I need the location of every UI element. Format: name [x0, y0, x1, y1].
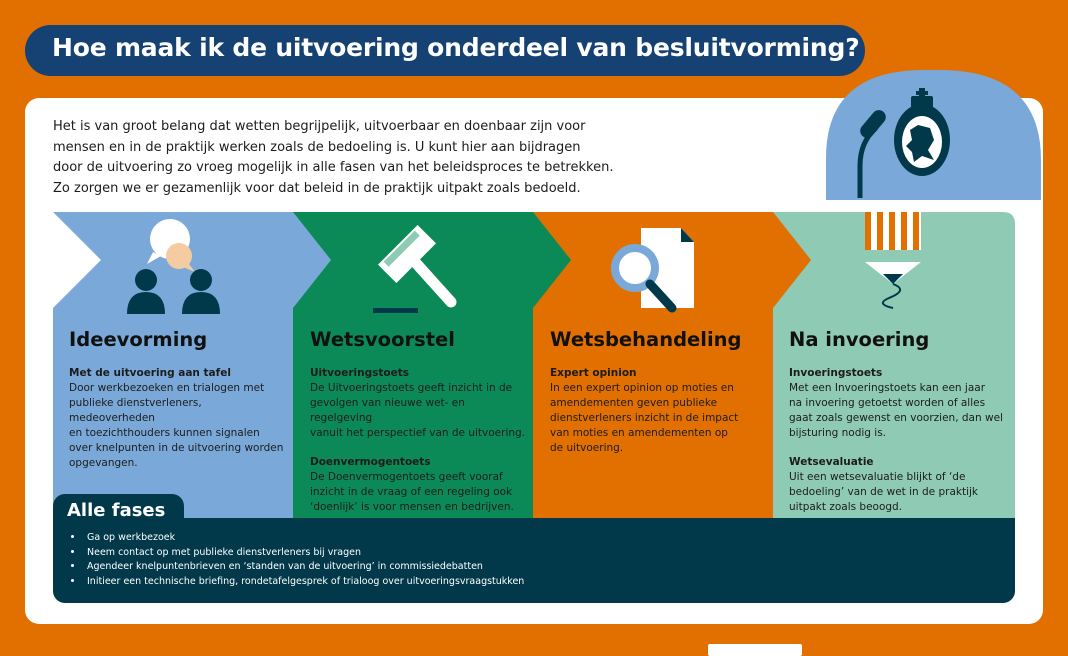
- list-item-text: Ga op werkbezoek: [87, 532, 176, 543]
- phase-text-line: De Doenvermogentoets geeft vooraf: [310, 471, 503, 483]
- phase-text-line: uitpakt zoals beoogd.: [789, 501, 903, 513]
- logo-strip: [708, 644, 802, 656]
- list-item-text: Neem contact op met publieke dienstverleners bij vragen: [87, 546, 361, 558]
- phase-text-line: gevolgen van nieuwe wet- en regelgeving: [310, 397, 465, 424]
- phase-text-line: vanuit het perspectief van de uitvoering.: [310, 427, 526, 439]
- phase-text-line: bedoeling’ van de wet in de praktijk: [789, 486, 979, 498]
- list-item: [68, 575, 524, 590]
- phase-heading-ideevorming: Ideevorming: [69, 328, 208, 351]
- intro-line: Zo zorgen we er gezamenlijk voor dat beleid in de praktijk uitpakt zoals bedoeld.: [53, 180, 581, 196]
- phase-text-line: inzicht in de vraag of een regeling ook: [310, 486, 513, 498]
- alle-fases-list: [68, 531, 524, 589]
- phase-text-line: amendementen geven publieke: [550, 397, 718, 409]
- phase-text-line: de uitvoering.: [550, 442, 624, 454]
- phase-subheading: Doenvermogentoets: [310, 456, 431, 468]
- intro-line: door de uitvoering zo vroeg mogelijk in alle fasen van het beleidsproces te betrekken.: [53, 160, 614, 175]
- phase-body-wetsvoorstel: [310, 366, 530, 515]
- intro-line: Het is van groot belang dat wetten begrijpelijk, uitvoerbaar en doenbaar zijn voor: [53, 119, 586, 134]
- bullet-icon: [71, 550, 74, 553]
- phase-text-line: van moties en amendementen op: [550, 427, 728, 439]
- phase-text-line: Uit een wetsevaluatie blijkt of ‘de: [789, 471, 966, 483]
- list-item-text: Agendeer knelpuntenbrieven en ‘standen van de uitvoering’ in commissiedebatten: [87, 561, 483, 572]
- list-item: [68, 531, 524, 546]
- intro-text: [53, 117, 823, 199]
- phase-text-line: Door werkbezoeken en trialogen met: [69, 382, 265, 394]
- phase-heading-wetsbehandeling: Wetsbehandeling: [550, 328, 742, 351]
- phase-subheading: Invoeringstoets: [789, 367, 883, 379]
- phase-text-line: ‘doenlijk’ is voor mensen en bedrijven.: [310, 501, 514, 513]
- intro-line: mensen en in de praktijk werken zoals de bedoeling is. U kunt hier aan bijdragen: [53, 139, 581, 155]
- list-item: [68, 546, 524, 561]
- alle-fases-label: Alle fases: [67, 500, 166, 521]
- phase-heading-wetsvoorstel: Wetsvoorstel: [310, 328, 455, 351]
- phase-subheading: Met de uitvoering aan tafel: [69, 367, 231, 379]
- phase-text-line: over knelpunten in de uitvoering worden: [69, 442, 284, 454]
- phase-text-line: na invoering getoetst worden of alles: [789, 397, 986, 409]
- phase-text-line: opgevangen.: [69, 457, 138, 469]
- phase-text-line: De Uitvoeringstoets geeft inzicht in de: [310, 382, 513, 394]
- bullet-icon: [71, 564, 74, 567]
- page-title: Hoe maak ik de uitvoering onderdeel van besluitvorming?: [52, 33, 860, 62]
- phase-text-line: gaat zoals gewenst en voorzien, dan wel: [789, 412, 1003, 424]
- phase-text-line: bijsturing nodig is.: [789, 427, 887, 439]
- phase-heading-na-invoering: Na invoering: [789, 328, 930, 351]
- phase-body-ideevorming: [69, 366, 289, 471]
- parliament-seal-icon: [826, 70, 1043, 200]
- phase-subheading: Expert opinion: [550, 367, 637, 379]
- list-item: [68, 560, 524, 575]
- bullet-icon: [71, 579, 74, 582]
- phase-subheading: Uitvoeringstoets: [310, 367, 409, 379]
- phase-text-line: dienstverleners inzicht in de impact: [550, 412, 739, 424]
- phase-body-wetsbehandeling: [550, 366, 770, 456]
- phase-text-line: Met een Invoeringstoets kan een jaar: [789, 382, 986, 394]
- phase-body-na-invoering: [789, 366, 1009, 515]
- phase-subheading: Wetsevaluatie: [789, 456, 874, 468]
- bullet-icon: [71, 535, 74, 538]
- list-item-text: Initieer een technische briefing, rondetafelgesprek of trialoog over uitvoeringsvraagstukken: [87, 575, 525, 587]
- phase-text-line: publieke dienstverleners, medeoverheden: [69, 397, 202, 424]
- phase-text-line: en toezichthouders kunnen signalen: [69, 427, 260, 439]
- phase-text-line: In een expert opinion op moties en: [550, 382, 734, 394]
